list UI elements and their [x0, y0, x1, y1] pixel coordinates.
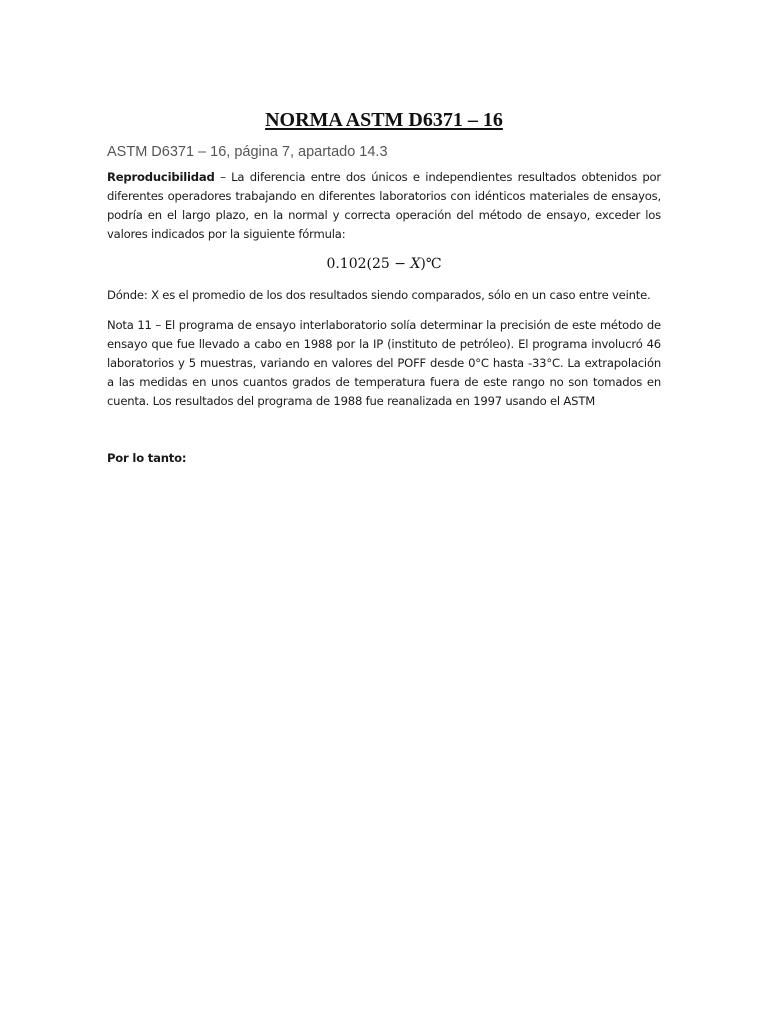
page-subtitle: ASTM D6371 – 16, página 7, apartado 14.3	[107, 144, 388, 160]
where-paragraph	[107, 286, 661, 305]
reproducibility-lead: Reproducibilidad	[107, 170, 215, 184]
formula-close: )℃	[420, 256, 442, 272]
page-title: NORMA ASTM D6371 – 16	[265, 109, 503, 131]
where-text: X es el promedio de los dos resultados siendo comparados, sólo en un caso entre veinte.	[147, 288, 651, 302]
formula-variable: X	[410, 256, 421, 272]
formula-prefix: 0.102	[326, 256, 367, 272]
note-lead: Nota 11	[107, 318, 152, 332]
reproducibility-paragraph	[107, 168, 661, 244]
note-paragraph	[107, 316, 661, 411]
where-lead: Dónde:	[107, 288, 148, 302]
note-text: – El programa de ensayo interlaboratorio solía determinar la precisión de este método de ensayo que fue llevado a cabo en 1988 por la IP (instituto de petróleo). El programa involucró 46 laboratorios y 5 muestras, variando en valores del POFF desde 0°C hasta -33°C. La extrapolación a las medidas en unos cuantos grados de temperatura fuera de este rango no son tomados en cuenta. Los resultados del programa de 1988 fue reanalizada en 1997 usando el ASTM	[107, 318, 661, 408]
formula-open: (25 −	[366, 256, 406, 272]
reproducibility-text: – La diferencia entre dos únicos e independientes resultados obtenidos por diferentes operadores trabajando en diferentes laboratorios con idénticos materiales de ensayos, podría en el largo plazo, en la normal y correcta operación del método de ensayo, exceder los valores indicados por la siguiente fórmula:	[107, 170, 661, 241]
conclusion-label: Por lo tanto:	[107, 451, 187, 465]
formula	[0, 254, 768, 274]
